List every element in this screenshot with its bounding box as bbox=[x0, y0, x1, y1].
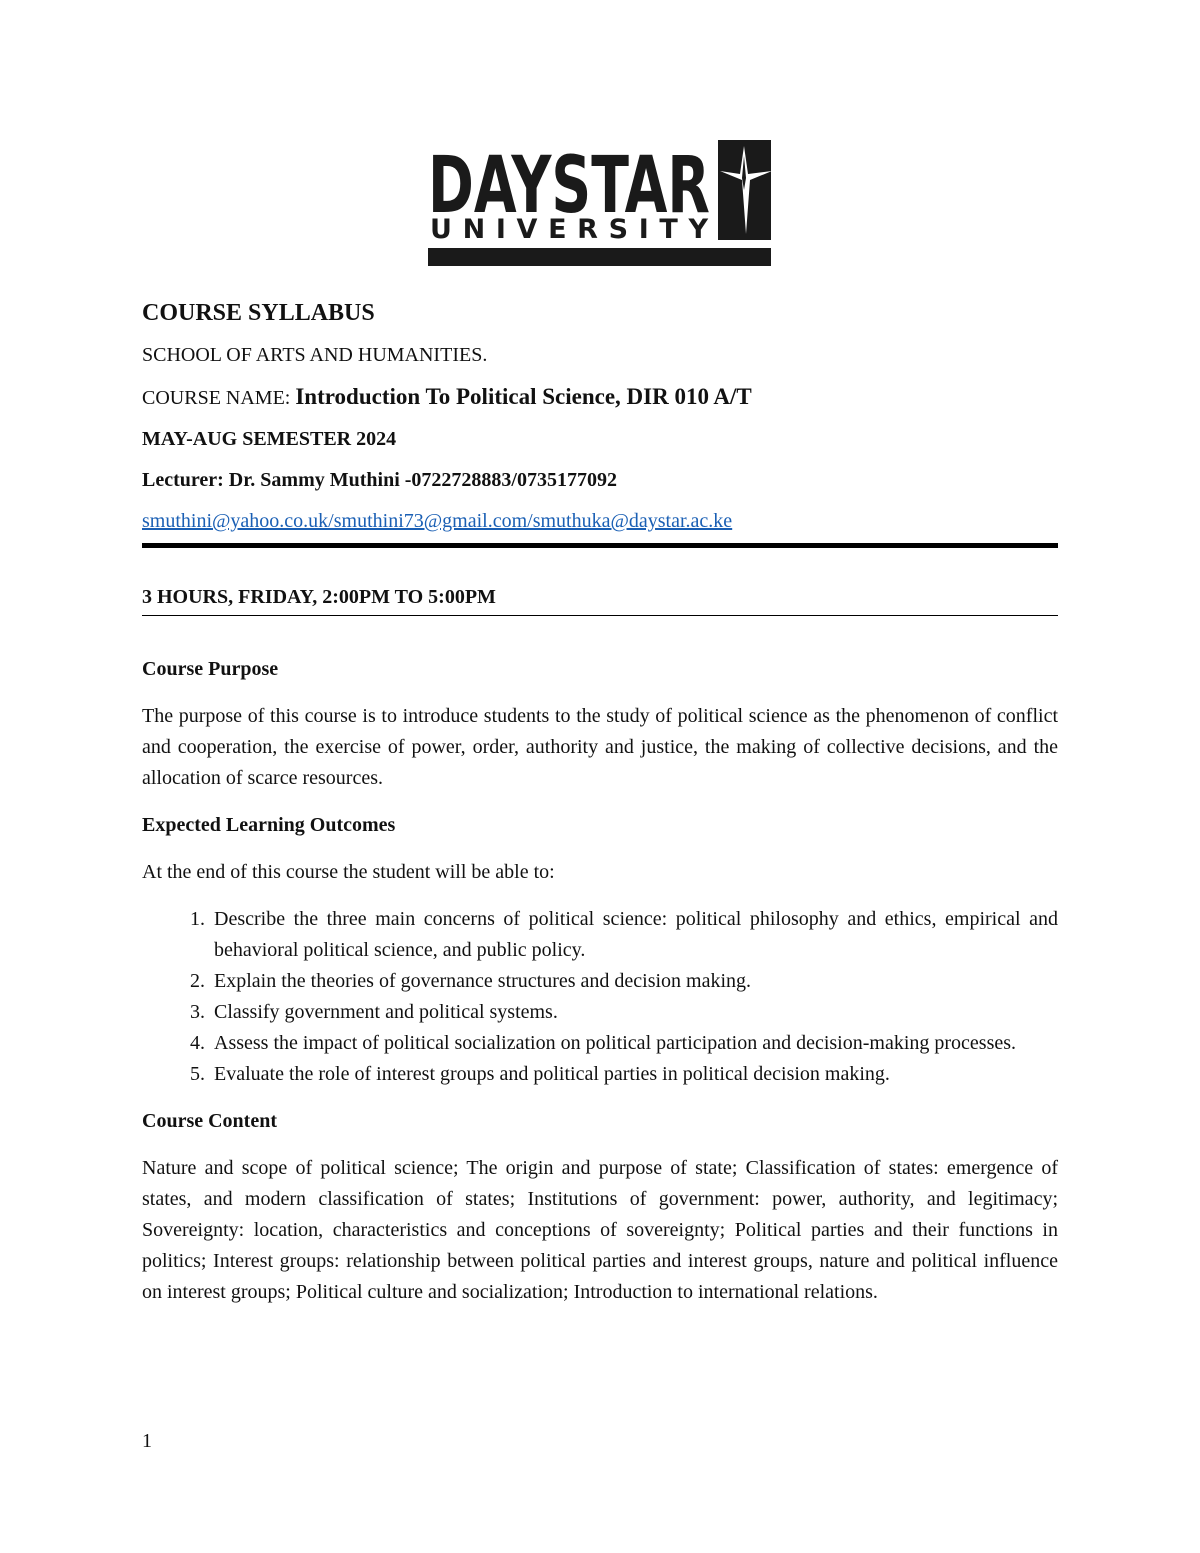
list-item: 4. Assess the impact of political socialization on political participation and decision-making processes. bbox=[210, 1028, 1058, 1059]
course-purpose-text: The purpose of this course is to introduce students to the study of political science as the phenomenon of conflict and cooperation, the exercise of power, order, authority and justice, the making of collective decisions, and the allocation of scarce resources. bbox=[142, 705, 1058, 789]
star-cross-icon bbox=[718, 140, 772, 240]
lecturer-info: Lecturer: Dr. Sammy Muthini -0722728883/0735177092 bbox=[142, 469, 617, 491]
course-name bbox=[142, 381, 1058, 414]
class-schedule: 3 HOURS, FRIDAY, 2:00PM TO 5:00PM bbox=[142, 582, 1058, 616]
course-name-label: COURSE NAME: bbox=[142, 387, 296, 409]
course-content-heading: Course Content bbox=[142, 1110, 277, 1132]
list-item: 5. Evaluate the role of interest groups and political parties in political decision making. bbox=[210, 1059, 1058, 1090]
list-item: 2. Explain the theories of governance structures and decision making. bbox=[210, 966, 1058, 997]
learning-outcomes-intro: At the end of this course the student will be able to: bbox=[142, 861, 555, 883]
logo-underline-bar bbox=[428, 248, 771, 266]
learning-outcomes-heading: Expected Learning Outcomes bbox=[142, 814, 396, 836]
list-item: 1. Describe the three main concerns of political science: political philosophy and ethics, empirical and behavioral political science, and public policy. bbox=[210, 904, 1058, 966]
page-title: COURSE SYLLABUS bbox=[142, 300, 375, 326]
list-item: 3. Classify government and political systems. bbox=[210, 997, 1058, 1028]
logo-line-university: UNIVERSITY bbox=[430, 214, 708, 245]
page-number: 1 bbox=[142, 1430, 152, 1452]
logo-line-daystar: DAYSTAR bbox=[428, 141, 710, 231]
learning-outcomes-list bbox=[142, 904, 1058, 1090]
syllabus-content bbox=[142, 296, 1058, 1324]
course-content-text: Nature and scope of political science; The origin and purpose of state; Classification of states: emergence of states, and modern classification of states; Institutions of government: power, authority, and legitimacy; Sovereignty: location, characteristics and conceptions of sovereignty; Political parties and their functions in politics; Interest groups: relationship between political parties and interest groups, nature and political influence on interest groups; Political culture and socialization; Introduction to international relations. bbox=[142, 1157, 1058, 1303]
header-divider bbox=[142, 543, 1058, 548]
school-name: SCHOOL OF ARTS AND HUMANITIES. bbox=[142, 344, 488, 366]
daystar-university-logo bbox=[428, 138, 773, 268]
course-purpose-heading: Course Purpose bbox=[142, 658, 279, 680]
semester: MAY-AUG SEMESTER 2024 bbox=[142, 428, 397, 450]
course-name-value: Introduction To Political Science, DIR 010 A/T bbox=[295, 384, 752, 409]
lecturer-email-links[interactable]: smuthini@yahoo.co.uk/smuthini73@gmail.com/smuthuka@daystar.ac.ke bbox=[142, 510, 733, 532]
